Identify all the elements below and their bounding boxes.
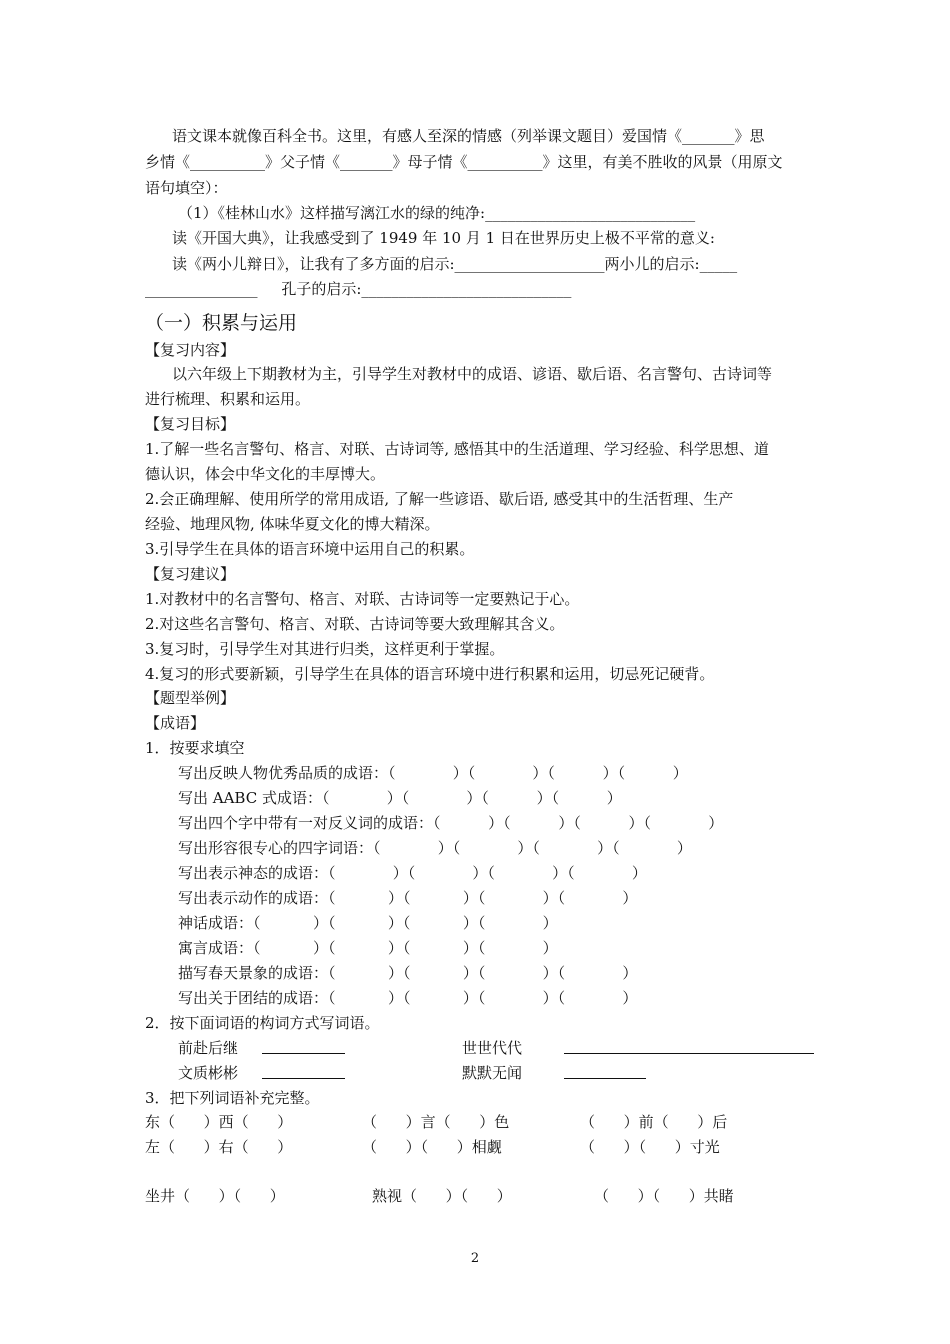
question-1-row: 写出四个字中带有一对反义词的成语：（ ）（ ）（ ）（ ）	[178, 814, 724, 832]
q3-item: 熟视（ ）（ ）	[372, 1187, 512, 1205]
goal-2b: 经验、地理风物, 体味华夏文化的博大精深。	[145, 515, 440, 533]
q2-word-3: 文质彬彬	[178, 1064, 239, 1082]
question-1-row: 寓言成语：（ ）（ ）（ ）（ ）	[178, 939, 558, 957]
suggest-title: 【复习建议】	[145, 565, 236, 583]
content-paragraph-1: 以六年级上下期教材为主，引导学生对教材中的成语、谚语、歇后语、名言警句、古诗词等	[172, 365, 773, 383]
intro-line-5: 读《开国大典》，让我感受到了 1949 年 10 月 1 日在世界历史上极不平常的意义:	[172, 229, 715, 247]
idiom-title: 【成语】	[145, 714, 206, 732]
intro-line-3: 语句填空）：	[145, 179, 228, 197]
suggest-1: 1.对教材中的名言警句、格言、对联、古诗词等一定要熟记于心。	[145, 590, 580, 608]
goal-3: 3.引导学生在具体的语言环境中运用自己的积累。	[145, 540, 475, 558]
question-1-row: 描写春天景象的成语：（ ）（ ）（ ）（ ）	[178, 964, 638, 982]
question-1-row: 写出反映人物优秀品质的成语：（ ）（ ）（ ）（ ）	[178, 764, 688, 782]
question-2-title: 2．按下面词语的构词方式写词语。	[145, 1014, 380, 1032]
q2-word-2: 世世代代	[462, 1039, 523, 1057]
question-1-row: 写出关于团结的成语：（ ）（ ）（ ）（ ）	[178, 989, 638, 1007]
q3-item: 坐井（ ）（ ）	[145, 1187, 285, 1205]
q3-item: （ ）（ ）寸光	[580, 1138, 720, 1156]
example-title: 【题型举例】	[145, 689, 236, 707]
q3-item: （ ）（ ）共睹	[594, 1187, 734, 1205]
intro-line-7: _______________ 孔子的启示:____________________________	[145, 280, 572, 298]
q3-item: 东（ ）西（ ）	[145, 1113, 293, 1131]
intro-line-6: 读《两小儿辩日》，让我有了多方面的启示:____________________两小儿的启示:_____	[172, 255, 738, 273]
q2-blank-2[interactable]	[564, 1053, 814, 1054]
question-1-row: 写出表示神态的成语：（ ）（ ）（ ）（ ）	[178, 864, 647, 882]
goal-2a: 2.会正确理解、使用所学的常用成语, 了解一些谚语、歇后语, 感受其中的生活哲理、生产	[145, 490, 734, 508]
goal-1b: 德认识，体会中华文化的丰厚博大。	[145, 465, 386, 483]
q3-item: 左（ ）右（ ）	[145, 1138, 293, 1156]
q3-item: （ ）（ ）相觑	[362, 1138, 502, 1156]
q2-blank-1[interactable]	[262, 1053, 345, 1054]
suggest-3: 3.复习时，引导学生对其进行归类，这样更利于掌握。	[145, 640, 505, 658]
question-1-row: 写出形容很专心的四字词语：（ ）（ ）（ ）（ ）	[178, 839, 692, 857]
q3-item: （ ）前（ ）后	[580, 1113, 728, 1131]
q2-blank-3[interactable]	[262, 1078, 345, 1079]
question-1-row: 写出 AABC 式成语：（ ）（ ）（ ）（ ）	[178, 789, 622, 807]
question-1-row: 写出表示动作的成语：（ ）（ ）（ ）（ ）	[178, 889, 638, 907]
question-1-row: 神话成语：（ ）（ ）（ ）（ ）	[178, 914, 558, 932]
section-heading: （一）积累与运用	[145, 312, 298, 334]
q2-word-1: 前赴后继	[178, 1039, 239, 1057]
goal-1a: 1.了解一些名言警句、格言、对联、古诗词等, 感悟其中的生活道理、学习经验、科学思想、道	[145, 440, 769, 458]
content-title: 【复习内容】	[145, 341, 236, 359]
goal-title: 【复习目标】	[145, 415, 236, 433]
page-number: 2	[470, 1251, 480, 1266]
intro-line-1: 语文课本就像百科全书。这里，有感人至深的情感（列举课文题目）爱国情《_______》思	[172, 127, 765, 145]
question-3-title: 3．把下列词语补充完整。	[145, 1089, 320, 1107]
content-paragraph-2: 进行梳理、积累和运用。	[145, 390, 311, 408]
suggest-4: 4.复习的形式要新颖，引导学生在具体的语言环境中进行积累和运用，切忌死记硬背。	[145, 665, 715, 683]
q3-item: （ ）言（ ）色	[362, 1113, 510, 1131]
intro-line-2: 乡情《__________》父子情《_______》母子情《__________》这里，有美不胜收的风景（用原文	[145, 153, 783, 171]
suggest-2: 2.对这些名言警句、格言、对联、古诗词等要大致理解其含义。	[145, 615, 565, 633]
question-1-title: 1．按要求填空	[145, 739, 245, 757]
q2-word-4: 默默无闻	[462, 1064, 523, 1082]
intro-line-4: （1）《桂林山水》这样描写漓江水的绿的纯净:____________________________	[178, 204, 696, 222]
q2-blank-4[interactable]	[564, 1078, 646, 1079]
